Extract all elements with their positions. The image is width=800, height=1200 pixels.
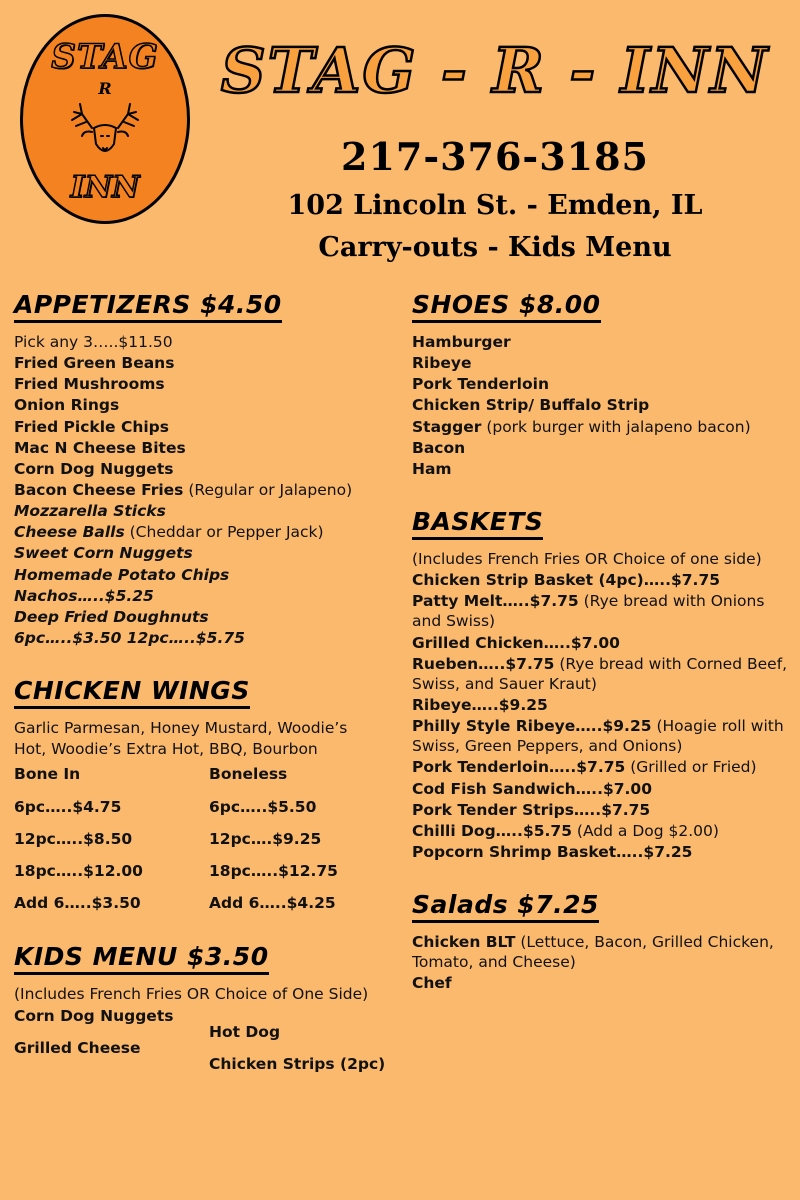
section-shoes [412, 290, 792, 479]
wings-boneless-label: Boneless [209, 765, 288, 784]
logo [20, 14, 190, 224]
right-column [412, 290, 792, 1000]
list-item: 12pc….$9.25 [209, 829, 322, 848]
list-item [14, 480, 404, 500]
appetizers-heading: APPETIZERS $4.50 [14, 290, 282, 323]
item-name: Chilli Dog…..$5.75 [412, 821, 572, 840]
list-item [412, 695, 792, 715]
item-name: Deep Fried Doughnuts [14, 607, 209, 626]
left-column [14, 290, 404, 1082]
list-item [14, 353, 404, 373]
list-item [14, 586, 404, 606]
list-item [412, 716, 792, 756]
wings-bone-in-label: Bone In [14, 765, 81, 784]
item-name: Pork Tender Strips…..$7.75 [412, 800, 651, 819]
item-name: Hamburger [412, 333, 511, 351]
item-name: Mozzarella Sticks [14, 502, 166, 521]
item-name: Chicken BLT [412, 933, 516, 952]
wings-flavors-line-1: Garlic Parmesan, Honey Mustard, Woodie’s [14, 719, 348, 738]
item-name: Sweet Corn Nuggets [14, 544, 193, 563]
item-name: Ribeye…..$9.25 [412, 695, 548, 714]
list-item: Add 6…..$3.50 [14, 893, 141, 912]
item-name: Fried Mushrooms [14, 375, 165, 394]
list-item [412, 438, 792, 458]
item-name: Stagger [412, 417, 482, 436]
wings-bone-in-column [14, 763, 209, 914]
list-item [14, 438, 404, 458]
list-item: Grilled Cheese [14, 1039, 141, 1058]
list-item [412, 821, 792, 841]
item-desc: (Add a Dog $2.00) [571, 821, 719, 840]
list-item [412, 374, 792, 394]
list-item: 6pc…..$5.50 [209, 797, 317, 816]
list-item [412, 353, 792, 373]
restaurant-title: STAG - R - INN [220, 34, 770, 107]
list-item [412, 932, 792, 972]
salads-heading: Salads $7.25 [412, 890, 599, 923]
item-desc: (Cheddar or Pepper Jack) [124, 523, 324, 542]
list-item: 18pc…..$12.00 [14, 861, 143, 880]
list-item: Add 6…..$4.25 [209, 893, 336, 912]
item-name: Corn Dog Nuggets [14, 459, 174, 478]
item-name: Rueben…..$7.75 [412, 654, 555, 673]
item-name: Fried Green Beans [14, 354, 175, 373]
logo-inn-text: INN [70, 170, 140, 205]
item-desc: (Rye bread with Onions and Swiss) [412, 592, 765, 631]
kids-menu-note: (Includes French Fries OR Choice of One Side) [14, 985, 369, 1004]
kids-menu-column-1 [14, 1005, 209, 1075]
item-name: Chef [412, 974, 452, 993]
item-name: Chicken Strip Basket (4pc)…..$7.75 [412, 571, 721, 590]
item-name: Homemade Potato Chips [14, 565, 230, 584]
menu-header [0, 0, 800, 282]
address: 102 Lincoln St. - Emden, IL [287, 190, 703, 221]
item-desc: (Hoagie roll with Swiss, Green Peppers, and Onions) [412, 717, 784, 756]
section-chicken-wings [14, 676, 404, 914]
list-item [14, 374, 404, 394]
section-kids-menu [14, 942, 404, 1075]
list-item [14, 565, 404, 585]
item-name: Grilled Chicken…..$7.00 [412, 633, 620, 652]
item-name: Onion Rings [14, 396, 120, 415]
item-desc: (Regular or Jalapeno) [183, 480, 353, 499]
item-name: Pork Tenderloin…..$7.75 [412, 758, 626, 777]
item-desc: (Rye bread with Corned Beef, Swiss, and Sauer Kraut) [412, 654, 788, 693]
list-item: Hot Dog [209, 1023, 281, 1042]
item-name: Chicken Strip/ Buffalo Strip [412, 396, 650, 415]
item-name: Popcorn Shrimp Basket…..$7.25 [412, 842, 693, 861]
list-item [14, 501, 404, 521]
section-salads [412, 890, 792, 993]
logo-r-text: R [98, 79, 112, 98]
item-name: Patty Melt…..$7.75 [412, 592, 579, 611]
list-item [14, 543, 404, 563]
chicken-wings-heading: CHICKEN WINGS [14, 676, 250, 709]
list-item: Chicken Strips (2pc) [209, 1055, 386, 1074]
list-item [412, 757, 792, 777]
list-item [412, 842, 792, 862]
list-item: 6pc…..$4.75 [14, 797, 122, 816]
baskets-heading: BASKETS [412, 507, 543, 540]
item-name: Bacon Cheese Fries [14, 480, 184, 499]
list-item [412, 779, 792, 799]
item-name: Cheese Balls [14, 523, 125, 542]
item-name: Mac N Cheese Bites [14, 438, 186, 457]
list-item [412, 417, 792, 437]
item-name: Cod Fish Sandwich…..$7.00 [412, 779, 652, 798]
list-item [14, 522, 404, 542]
item-name: Ribeye [412, 354, 472, 373]
list-item [14, 395, 404, 415]
shoes-heading: SHOES $8.00 [412, 290, 601, 323]
list-item [412, 973, 792, 993]
wings-flavors-line-2: Hot, Woodie’s Extra Hot, BBQ, Bourbon [14, 740, 318, 759]
list-item: Corn Dog Nuggets [14, 1007, 174, 1026]
deer-head-icon [62, 98, 148, 168]
list-item [412, 395, 792, 415]
item-name: Bacon [412, 438, 466, 457]
list-item [412, 800, 792, 820]
kids-menu-heading: KIDS MENU $3.50 [14, 942, 269, 975]
list-item [412, 633, 792, 653]
item-name: Philly Style Ribeye…..$9.25 [412, 717, 652, 736]
logo-stag-text: STAG [51, 37, 159, 77]
item-desc: (Lettuce, Bacon, Grilled Chicken, Tomato, and Cheese) [412, 933, 774, 972]
list-item [412, 654, 792, 694]
list-item [412, 570, 792, 590]
item-name: Pork Tenderloin [412, 375, 549, 394]
carryouts-kids-line: Carry-outs - Kids Menu [318, 232, 672, 263]
kids-menu-column-2 [209, 1005, 404, 1075]
list-item [14, 459, 404, 479]
item-name: Ham [412, 459, 452, 478]
list-item [412, 591, 792, 631]
item-name: Fried Pickle Chips [14, 417, 169, 436]
item-name: Nachos…..$5.25 [14, 586, 154, 605]
list-item [412, 332, 792, 352]
item-desc: (Grilled or Fried) [625, 758, 757, 777]
phone-number: 217-376-3185 [341, 134, 649, 179]
list-item [14, 628, 404, 648]
appetizers-pick-any: Pick any 3…..$11.50 [14, 333, 173, 351]
list-item: 18pc…..$12.75 [209, 861, 338, 880]
list-item: 12pc…..$8.50 [14, 829, 133, 848]
wings-price-grid [14, 763, 404, 914]
baskets-note: (Includes French Fries OR Choice of one side) [412, 549, 762, 568]
wings-boneless-column [209, 763, 404, 914]
section-appetizers [14, 290, 404, 648]
list-item [14, 417, 404, 437]
item-name: 6pc…..$3.50 12pc…..$5.75 [14, 628, 245, 647]
list-item [412, 459, 792, 479]
list-item [14, 607, 404, 627]
kids-menu-grid [14, 1005, 404, 1075]
section-baskets [412, 507, 792, 862]
item-desc: (pork burger with jalapeno bacon) [481, 417, 751, 436]
